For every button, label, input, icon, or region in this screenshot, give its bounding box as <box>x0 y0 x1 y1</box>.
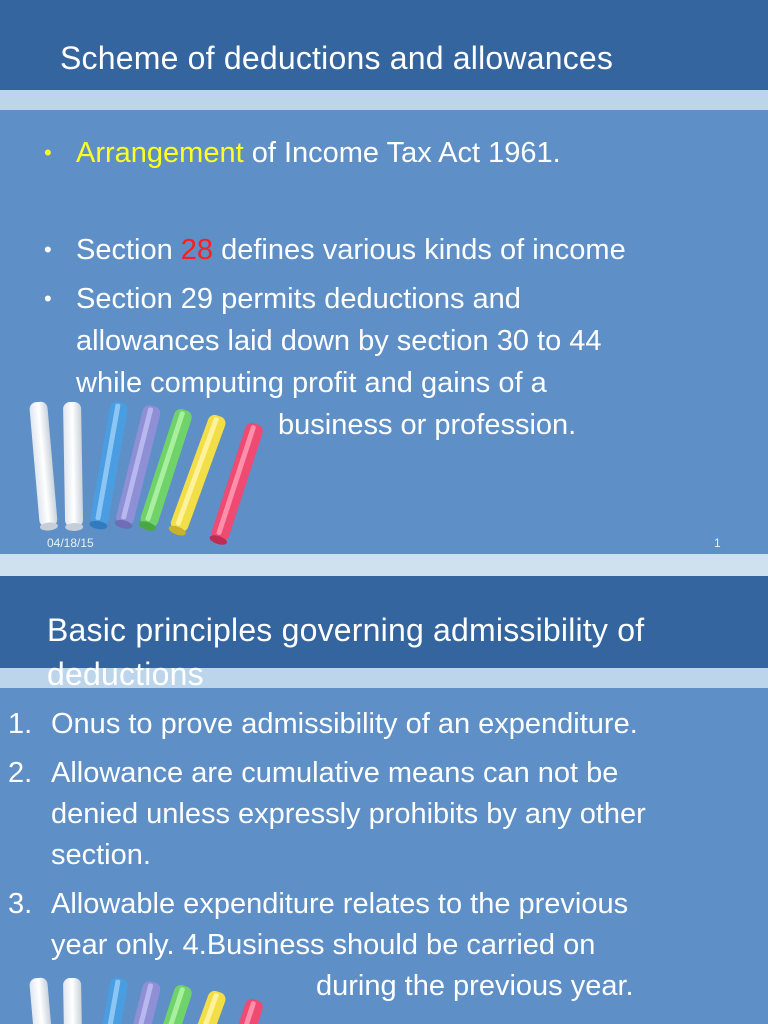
list-line: Onus to prove admissibility of an expenditure. <box>51 708 638 740</box>
highlight-text: Arrangement <box>76 137 244 169</box>
bullet-line: Section 29 permits deductions and <box>76 283 521 315</box>
slide-gap <box>0 554 768 576</box>
list-number: 3. <box>8 888 33 920</box>
list-item <box>8 704 758 745</box>
page-number: 1 <box>714 536 721 550</box>
bullet-dot-icon: • <box>44 140 52 165</box>
highlight-text: 28 <box>180 234 214 266</box>
list-line: year only. 4.Business should be carried on <box>51 929 596 961</box>
title-stripe <box>0 90 768 110</box>
bullet-item <box>44 132 748 174</box>
chalk-sticks-icon <box>0 968 300 1024</box>
list-line: during the previous year. <box>316 970 634 1002</box>
bullet-line: allowances laid down by section 30 to 44 <box>76 325 602 357</box>
list-item <box>8 753 758 876</box>
list-line: Allowable expenditure relates to the previous <box>51 888 629 920</box>
bullet-dot-icon: • <box>44 237 52 262</box>
slide-2 <box>0 576 768 1024</box>
slide-title: Basic principles governing admissibility of deductions <box>47 612 645 692</box>
footer-date: 04/18/15 <box>47 536 94 550</box>
bullet-item <box>44 229 748 271</box>
bullet-text: Section <box>76 234 181 266</box>
bullet-line: business or profession. <box>278 409 577 441</box>
list-number: 1. <box>8 708 33 740</box>
list-number: 2. <box>8 757 33 789</box>
list-line: denied unless expressly prohibits by any other <box>51 798 646 830</box>
bullet-dot-icon: • <box>44 286 52 311</box>
bullet-text: defines various kinds of income <box>213 234 626 266</box>
slide-title: Scheme of deductions and allowances <box>60 40 614 76</box>
bullet-text: of Income Tax Act 1961. <box>243 137 561 169</box>
list-line: section. <box>51 839 151 871</box>
bullet-line: while computing profit and gains of a <box>76 367 547 399</box>
chalk-sticks-icon <box>0 392 300 554</box>
list-line: Allowance are cumulative means can not be <box>51 757 619 789</box>
